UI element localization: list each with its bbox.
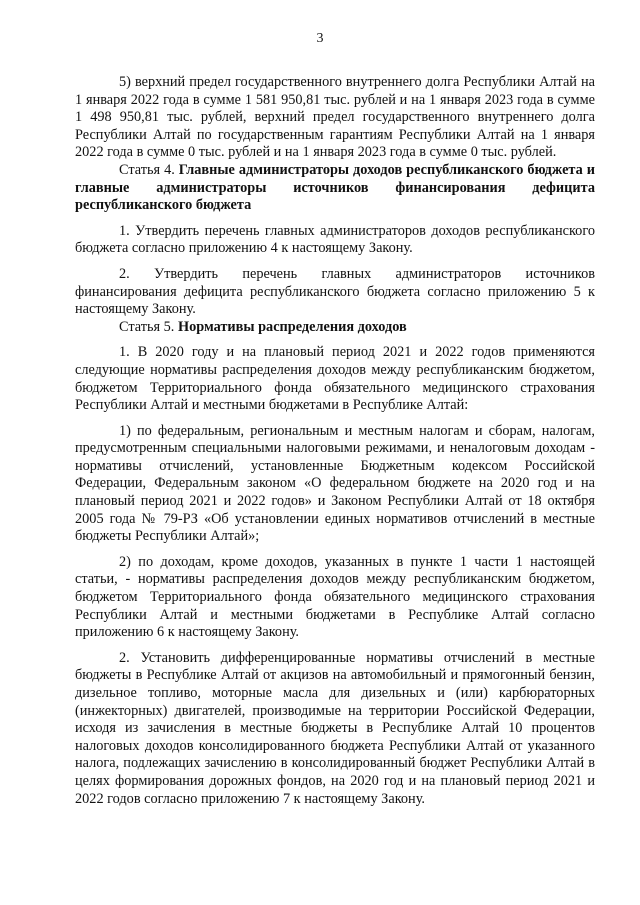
article-5-heading — [75, 319, 595, 337]
article-5-paragraph-2: 2. Установить дифференцированные нормативы отчислений в местные бюджеты в Республике Алтай от акцизов на автомобильный и прямогонный бензин, дизельное топливо, моторные масла для дизельных и (или) карбюраторных (инжекторных) двигателей, производимые на территории Российской Федерации, исходя из зачисления в местные бюджеты в Республике Алтай 10 процентов налоговых доходов консолидированного бюджета Республики Алтай от указанного налога, подлежащих зачислению в консолидированный бюджет Республики Алтай в целях формирования дорожных фондов, на 2020 год и на плановый период 2021 и 2022 годов согласно приложению 7 к настоящему Закону. — [75, 649, 595, 807]
article-4-paragraph-1: 1. Утвердить перечень главных администраторов доходов республиканского бюджета согласно приложению 4 к настоящему Закону. — [75, 222, 595, 257]
article-4-heading — [75, 162, 595, 215]
article-5-paragraph-1: 1. В 2020 году и на плановый период 2021 и 2022 годов применяются следующие нормативы распределения доходов между республиканским бюджетом, бюджетом Территориального фонда обязательного медицинского страхования Республики Алтай и местными бюджетами в Республике Алтай: — [75, 344, 595, 414]
item-5-paragraph: 5) верхний предел государственного внутреннего долга Республики Алтай на 1 января 2022 года в сумме 1 581 950,81 тыс. рублей и на 1 января 2023 года в сумме 1 498 950,81 тыс. рублей, верхний предел государственного внутреннего долга Республики Алтай по государственным гарантиям Республики Алтай на 1 января 2022 года в сумме 0 тыс. рублей и на 1 января 2023 года в сумме 0 тыс. рублей. — [75, 74, 595, 161]
article-5-subitem-1: 1) по федеральным, региональным и местным налогам и сборам, налогам, предусмотренным специальными налоговыми режимами, и неналоговым доходам - нормативы отчислений, установленные Бюджетным кодексом Российской Федерации, Федеральным законом «О федеральном бюджете на 2020 год и на плановый период 2021 и 2022 годов» и Законом Республики Алтай от 18 октября 2005 года № 79-РЗ «Об установлении единых нормативов отчислений в местные бюджеты Республики Алтай»; — [75, 422, 595, 545]
page-number: 3 — [316, 31, 324, 46]
article-5-prefix: Статья 5. — [119, 318, 178, 335]
article-5-title: Нормативы распределения доходов — [177, 318, 407, 335]
article-4-title: Главные администраторы доходов республиканского бюджета и главные администраторы источников финансирования дефицита республиканского бюджета — [75, 161, 595, 214]
document-body — [75, 74, 595, 808]
article-4-prefix: Статья 4. — [119, 161, 179, 178]
article-4-paragraph-2: 2. Утвердить перечень главных администраторов источников финансирования дефицита республиканского бюджета согласно приложению 5 к настоящему Закону. — [75, 265, 595, 318]
article-5-subitem-2: 2) по доходам, кроме доходов, указанных в пункте 1 части 1 настоящей статьи, - нормативы распределения доходов между республиканским бюджетом, бюджетом Территориального фонда обязательного медицинского страхования Республики Алтай и местными бюджетами в Республике Алтай согласно приложению 6 к настоящему Закону. — [75, 553, 595, 641]
